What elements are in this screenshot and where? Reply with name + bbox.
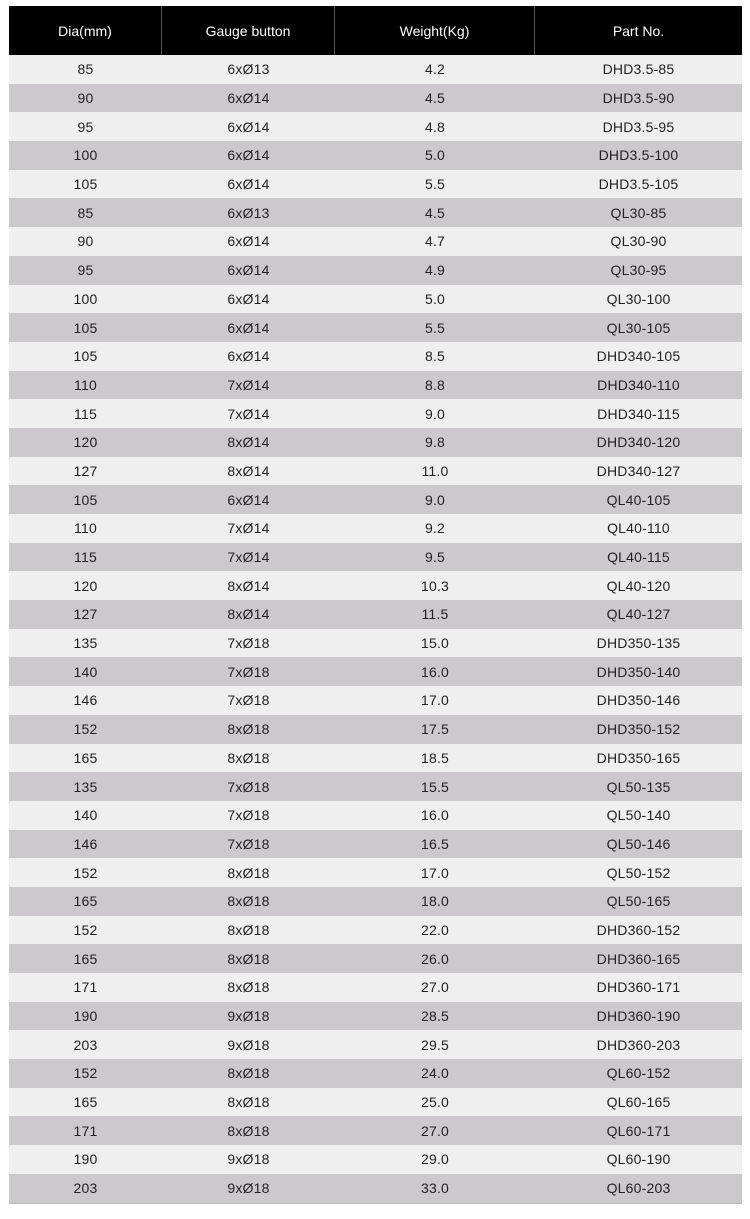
cell-weight: 4.2 xyxy=(424,61,446,78)
cell-dia: 120 xyxy=(73,577,98,594)
table-row xyxy=(9,1002,742,1031)
cell-weight: 15.5 xyxy=(420,778,450,795)
cell-part-no: DHD340-110 xyxy=(597,376,680,393)
cell-weight: 24.0 xyxy=(420,1065,450,1082)
cell-gauge-button: 8xØ18 xyxy=(227,1065,270,1082)
cell-dia: 152 xyxy=(73,721,98,738)
cell-gauge-button: 7xØ18 xyxy=(227,692,270,709)
cell-gauge-button: 7xØ18 xyxy=(227,807,270,824)
table-row xyxy=(9,973,742,1002)
cell-dia: 140 xyxy=(73,807,98,824)
cell-gauge-button: 8xØ18 xyxy=(227,1094,270,1111)
table-row xyxy=(9,600,742,629)
table-row xyxy=(9,744,742,773)
spec-table xyxy=(9,6,742,1204)
header-dia: Dia(mm) xyxy=(9,6,162,55)
cell-dia: 90 xyxy=(77,90,94,107)
cell-gauge-button: 7xØ14 xyxy=(227,520,270,537)
cell-gauge-button: 8xØ18 xyxy=(227,921,270,938)
header-weight: Weight(Kg) xyxy=(335,6,535,55)
table-row xyxy=(9,772,742,801)
table-row xyxy=(9,227,742,256)
table-row xyxy=(9,858,742,887)
cell-gauge-button: 8xØ14 xyxy=(227,577,270,594)
cell-dia: 165 xyxy=(73,950,98,967)
cell-dia: 152 xyxy=(73,921,98,938)
cell-weight: 26.0 xyxy=(420,950,450,967)
cell-part-no: QL50-135 xyxy=(606,778,671,795)
cell-gauge-button: 8xØ14 xyxy=(227,434,270,451)
cell-part-no: QL30-90 xyxy=(610,233,667,250)
cell-part-no: QL50-165 xyxy=(606,893,671,910)
table-bottom-divider xyxy=(9,1203,742,1204)
cell-weight: 27.0 xyxy=(420,1122,450,1139)
cell-weight: 16.0 xyxy=(420,663,450,680)
table-row xyxy=(9,84,742,113)
cell-dia: 127 xyxy=(73,606,98,623)
cell-dia: 95 xyxy=(77,262,94,279)
table-row xyxy=(9,543,742,572)
table-row xyxy=(9,830,742,859)
cell-gauge-button: 6xØ14 xyxy=(227,118,270,135)
cell-gauge-button: 6xØ13 xyxy=(227,204,270,221)
cell-gauge-button: 8xØ14 xyxy=(227,606,270,623)
table-row xyxy=(9,457,742,486)
cell-weight: 16.0 xyxy=(420,807,450,824)
table-row xyxy=(9,112,742,141)
cell-gauge-button: 9xØ18 xyxy=(227,1008,270,1025)
cell-dia: 115 xyxy=(74,405,97,422)
cell-dia: 105 xyxy=(73,319,98,336)
cell-gauge-button: 6xØ14 xyxy=(227,233,270,250)
cell-gauge-button: 9xØ18 xyxy=(227,1151,270,1168)
cell-weight: 28.5 xyxy=(420,1008,450,1025)
cell-part-no: DHD360-171 xyxy=(596,979,681,996)
table-row xyxy=(9,371,742,400)
cell-part-no: DHD360-165 xyxy=(596,950,681,967)
cell-gauge-button: 7xØ14 xyxy=(227,376,270,393)
cell-weight: 27.0 xyxy=(420,979,450,996)
cell-weight: 9.8 xyxy=(424,434,446,451)
cell-part-no: QL30-100 xyxy=(606,290,671,307)
cell-gauge-button: 6xØ14 xyxy=(227,491,270,508)
cell-part-no: QL40-115 xyxy=(607,549,670,566)
cell-part-no: DHD360-152 xyxy=(596,921,681,938)
cell-gauge-button: 7xØ14 xyxy=(227,405,270,422)
table-row xyxy=(9,399,742,428)
table-row xyxy=(9,629,742,658)
cell-weight: 17.0 xyxy=(420,692,450,709)
table-header xyxy=(9,6,742,55)
table-row xyxy=(9,887,742,916)
table-row xyxy=(9,198,742,227)
cell-dia: 105 xyxy=(73,348,98,365)
cell-weight: 8.5 xyxy=(424,348,446,365)
cell-dia: 171 xyxy=(73,979,98,996)
cell-part-no: QL60-203 xyxy=(606,1180,671,1197)
table-row xyxy=(9,686,742,715)
cell-dia: 115 xyxy=(74,549,97,566)
cell-dia: 105 xyxy=(73,176,98,193)
cell-part-no: QL30-105 xyxy=(606,319,671,336)
header-gauge-button: Gauge button xyxy=(162,6,335,55)
cell-gauge-button: 7xØ18 xyxy=(227,778,270,795)
cell-gauge-button: 8xØ18 xyxy=(227,721,270,738)
table-row xyxy=(9,916,742,945)
cell-dia: 165 xyxy=(73,893,98,910)
table-row xyxy=(9,571,742,600)
cell-part-no: DHD3.5-85 xyxy=(602,61,675,78)
cell-part-no: QL40-105 xyxy=(606,491,671,508)
cell-dia: 85 xyxy=(77,204,94,221)
cell-dia: 203 xyxy=(73,1036,98,1053)
cell-dia: 135 xyxy=(73,778,98,795)
cell-part-no: DHD3.5-100 xyxy=(598,147,679,164)
cell-dia: 171 xyxy=(73,1122,98,1139)
cell-gauge-button: 6xØ14 xyxy=(227,348,270,365)
cell-dia: 152 xyxy=(73,864,98,881)
cell-gauge-button: 8xØ18 xyxy=(227,1122,270,1139)
table-row xyxy=(9,514,742,543)
cell-part-no: QL50-140 xyxy=(606,807,671,824)
cell-gauge-button: 6xØ14 xyxy=(227,147,270,164)
cell-dia: 90 xyxy=(77,233,94,250)
cell-part-no: QL60-165 xyxy=(606,1094,671,1111)
cell-part-no: QL60-171 xyxy=(606,1122,671,1139)
cell-weight: 17.5 xyxy=(420,721,450,738)
table-row xyxy=(9,944,742,973)
cell-part-no: QL40-110 xyxy=(607,520,670,537)
table-row xyxy=(9,170,742,199)
cell-weight: 5.5 xyxy=(424,319,446,336)
cell-gauge-button: 8xØ18 xyxy=(227,893,270,910)
cell-dia: 165 xyxy=(73,1094,98,1111)
cell-part-no: DHD350-146 xyxy=(596,692,681,709)
cell-dia: 140 xyxy=(73,663,98,680)
cell-weight: 10.3 xyxy=(420,577,450,594)
table-row xyxy=(9,256,742,285)
cell-weight: 25.0 xyxy=(420,1094,450,1111)
cell-part-no: DHD350-140 xyxy=(596,663,681,680)
cell-part-no: QL30-85 xyxy=(610,204,667,221)
cell-gauge-button: 6xØ13 xyxy=(227,61,270,78)
cell-weight: 4.5 xyxy=(424,204,446,221)
cell-weight: 4.9 xyxy=(424,262,446,279)
cell-dia: 190 xyxy=(73,1151,98,1168)
cell-dia: 100 xyxy=(73,147,98,164)
cell-dia: 120 xyxy=(73,434,98,451)
table-row xyxy=(9,1145,742,1174)
cell-weight: 8.8 xyxy=(424,376,446,393)
cell-part-no: QL30-95 xyxy=(610,262,667,279)
cell-dia: 100 xyxy=(73,290,98,307)
cell-weight: 9.0 xyxy=(424,405,446,422)
cell-part-no: QL60-190 xyxy=(606,1151,671,1168)
table-row xyxy=(9,55,742,84)
cell-part-no: DHD350-152 xyxy=(596,721,681,738)
cell-dia: 165 xyxy=(73,749,98,766)
cell-gauge-button: 7xØ18 xyxy=(227,635,270,652)
table-row xyxy=(9,313,742,342)
cell-part-no: DHD350-165 xyxy=(596,749,681,766)
cell-part-no: DHD360-190 xyxy=(596,1008,681,1025)
cell-part-no: DHD340-120 xyxy=(596,434,681,451)
cell-gauge-button: 8xØ14 xyxy=(227,462,270,479)
cell-part-no: QL60-152 xyxy=(606,1065,671,1082)
cell-part-no: DHD3.5-90 xyxy=(602,90,675,107)
cell-gauge-button: 8xØ18 xyxy=(227,979,270,996)
cell-dia: 146 xyxy=(73,835,98,852)
cell-part-no: DHD340-105 xyxy=(596,348,681,365)
cell-part-no: DHD3.5-105 xyxy=(598,176,679,193)
table-row xyxy=(9,485,742,514)
cell-dia: 190 xyxy=(73,1008,98,1025)
cell-part-no: QL50-146 xyxy=(606,835,671,852)
cell-weight: 33.0 xyxy=(420,1180,450,1197)
cell-gauge-button: 6xØ14 xyxy=(227,319,270,336)
cell-weight: 18.0 xyxy=(420,893,450,910)
table-row xyxy=(9,1116,742,1145)
cell-gauge-button: 7xØ18 xyxy=(227,663,270,680)
table-row xyxy=(9,342,742,371)
table-row xyxy=(9,285,742,314)
cell-weight: 22.0 xyxy=(420,921,450,938)
table-row xyxy=(9,715,742,744)
cell-dia: 110 xyxy=(74,376,97,393)
table-body xyxy=(9,55,742,1203)
cell-weight: 5.0 xyxy=(424,290,446,307)
cell-gauge-button: 8xØ18 xyxy=(227,950,270,967)
header-part-no: Part No. xyxy=(612,22,665,39)
cell-weight: 4.5 xyxy=(424,90,446,107)
cell-part-no: DHD360-203 xyxy=(596,1036,681,1053)
cell-dia: 146 xyxy=(73,692,98,709)
cell-dia: 152 xyxy=(73,1065,98,1082)
cell-dia: 85 xyxy=(77,61,94,78)
cell-dia: 95 xyxy=(77,118,94,135)
cell-gauge-button: 6xØ14 xyxy=(227,90,270,107)
cell-gauge-button: 9xØ18 xyxy=(227,1180,270,1197)
cell-weight: 17.0 xyxy=(420,864,450,881)
cell-gauge-button: 7xØ14 xyxy=(227,549,270,566)
cell-weight: 11.5 xyxy=(421,606,449,623)
cell-gauge-button: 6xØ14 xyxy=(227,262,270,279)
cell-weight: 5.5 xyxy=(424,176,446,193)
cell-weight: 16.5 xyxy=(420,835,450,852)
cell-dia: 203 xyxy=(73,1180,98,1197)
cell-weight: 29.0 xyxy=(420,1151,450,1168)
cell-gauge-button: 9xØ18 xyxy=(227,1036,270,1053)
cell-gauge-button: 8xØ18 xyxy=(227,864,270,881)
cell-weight: 11.0 xyxy=(421,462,449,479)
cell-weight: 4.7 xyxy=(424,233,446,250)
table-row xyxy=(9,801,742,830)
table-row xyxy=(9,141,742,170)
cell-dia: 105 xyxy=(73,491,98,508)
cell-weight: 18.5 xyxy=(420,749,450,766)
cell-weight: 5.0 xyxy=(424,147,446,164)
table-row xyxy=(9,1088,742,1117)
cell-dia: 135 xyxy=(73,635,98,652)
cell-part-no: DHD350-135 xyxy=(596,635,681,652)
cell-part-no: QL40-127 xyxy=(606,606,671,623)
table-row xyxy=(9,428,742,457)
cell-part-no: DHD340-115 xyxy=(597,405,680,422)
cell-weight: 9.5 xyxy=(424,549,446,566)
cell-weight: 29.5 xyxy=(420,1036,450,1053)
cell-gauge-button: 6xØ14 xyxy=(227,176,270,193)
cell-weight: 9.0 xyxy=(424,491,446,508)
cell-gauge-button: 7xØ18 xyxy=(227,835,270,852)
cell-part-no: DHD3.5-95 xyxy=(602,118,675,135)
table-row xyxy=(9,1030,742,1059)
cell-dia: 110 xyxy=(74,520,97,537)
cell-part-no: DHD340-127 xyxy=(596,462,681,479)
cell-gauge-button: 6xØ14 xyxy=(227,290,270,307)
cell-dia: 127 xyxy=(73,462,98,479)
cell-weight: 4.8 xyxy=(424,118,446,135)
cell-part-no: QL40-120 xyxy=(606,577,671,594)
table-row xyxy=(9,657,742,686)
table-row xyxy=(9,1174,742,1203)
cell-gauge-button: 8xØ18 xyxy=(227,749,270,766)
table-row xyxy=(9,1059,742,1088)
cell-part-no: QL50-152 xyxy=(606,864,671,881)
cell-weight: 9.2 xyxy=(424,520,446,537)
cell-weight: 15.0 xyxy=(420,635,450,652)
